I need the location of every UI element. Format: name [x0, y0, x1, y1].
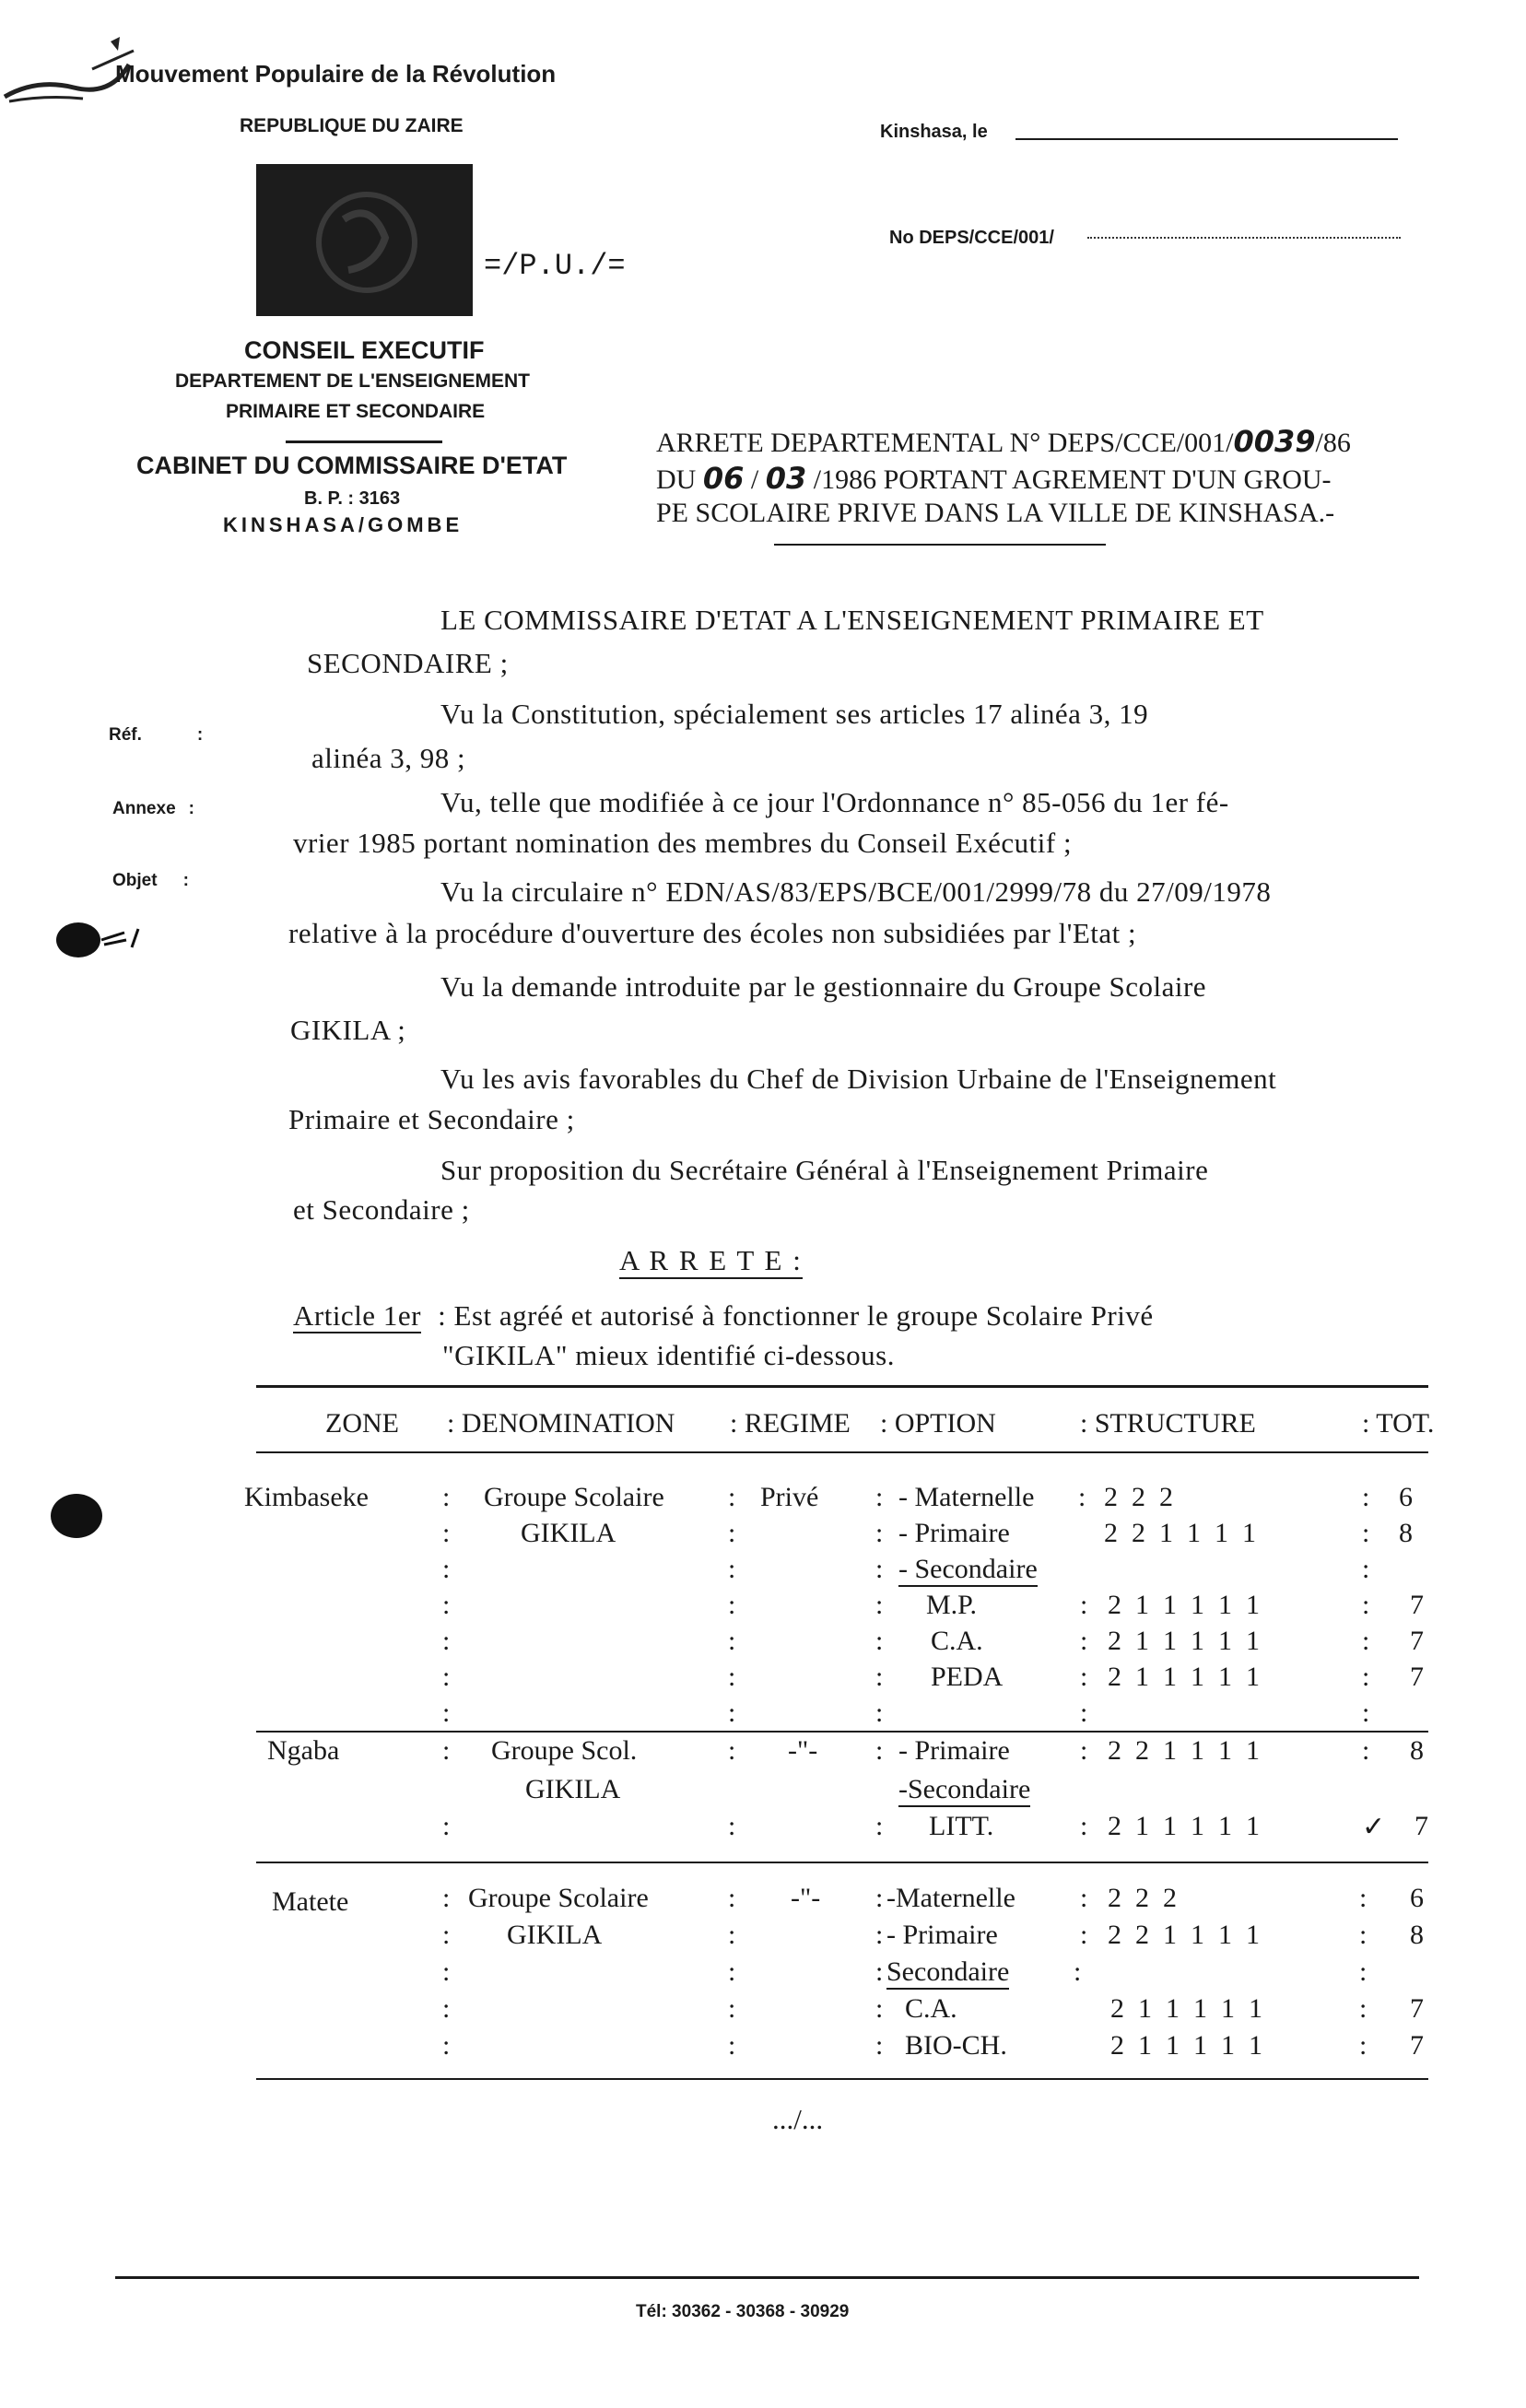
- total-cell: 6: [1399, 1482, 1413, 1512]
- zone-ngaba: Ngaba: [267, 1735, 340, 1766]
- preamble-7-line-2: et Secondaire ;: [293, 1193, 470, 1226]
- preamble-5-line-2: GIKILA ;: [290, 1014, 406, 1046]
- annex-label: Annexe :: [112, 799, 194, 818]
- denomination-kimbaseke-l2: GIKILA: [521, 1518, 616, 1548]
- table-header-rule: [256, 1451, 1428, 1453]
- ref-label: Réf. :: [109, 725, 204, 745]
- option-row: M.P.: [926, 1590, 978, 1620]
- cabinet-name: CABINET DU COMMISSAIRE D'ETAT: [136, 452, 568, 479]
- zone-matete: Matete: [272, 1886, 349, 1917]
- footer-rule: [115, 2276, 1419, 2279]
- structure-row: 2 1 1 1 1 1: [1108, 1811, 1260, 1841]
- reference-fill-line: [1087, 237, 1401, 239]
- structure-row: 2 1 1 1 1 1: [1110, 1993, 1262, 2024]
- council-name: CONSEIL EXECUTIF: [244, 336, 485, 364]
- city-name: KINSHASA/GOMBE: [223, 513, 464, 536]
- preamble-2-line-2: alinéa 3, 98 ;: [311, 742, 466, 774]
- header-zone: ZONE: [325, 1408, 399, 1439]
- option-row: - Primaire: [898, 1518, 1010, 1548]
- check-mark-icon: ✓: [1362, 1812, 1386, 1842]
- structure-row: 2 2 2: [1108, 1883, 1177, 1913]
- header-denomination: : DENOMINATION: [447, 1408, 675, 1439]
- header-regime: : REGIME: [730, 1408, 851, 1439]
- letterhead-divider: [286, 440, 442, 443]
- header-option: : OPTION: [880, 1408, 996, 1439]
- article-1-line-1: Article 1er : Est agréé et autorisé à fonctionner le groupe Scolaire Privé: [293, 1299, 1154, 1332]
- group-divider: [256, 1731, 1428, 1733]
- subject-label: Objet :: [112, 871, 189, 890]
- handwritten-decree-number: 0039: [1233, 424, 1316, 459]
- date-fill-line: [1015, 138, 1398, 140]
- article-1-line-2: "GIKILA" mieux identifié ci-dessous.: [442, 1339, 895, 1371]
- movement-name: Mouvement Populaire de la Révolution: [115, 60, 557, 88]
- preamble-1-line-2: SECONDAIRE ;: [307, 647, 509, 679]
- structure-row: 2 2 1 1 1 1: [1108, 1735, 1260, 1766]
- preamble-2-line-1: Vu la Constitution, spécialement ses articles 17 alinéa 3, 19: [440, 698, 1149, 730]
- handwritten-month: 03: [765, 461, 807, 496]
- table-top-rule: [256, 1385, 1428, 1388]
- denomination-matete-l2: GIKILA: [507, 1920, 603, 1950]
- total-cell: 7: [1410, 1993, 1424, 2024]
- total-cell: 8: [1410, 1920, 1424, 1950]
- option-row: - Primaire: [898, 1735, 1010, 1766]
- structure-row: 2 2 1 1 1 1: [1104, 1518, 1256, 1548]
- handwritten-day: 06: [702, 461, 745, 496]
- total-cell: 7: [1410, 2030, 1424, 2061]
- total-cell: 6: [1410, 1883, 1424, 1913]
- po-box: B. P. : 3163: [304, 488, 401, 509]
- ink-blot-mark: [51, 912, 152, 968]
- structure-row: 2 2 1 1 1 1: [1108, 1920, 1260, 1950]
- preamble-5-line-1: Vu la demande introduite par le gestionnaire du Groupe Scolaire: [440, 970, 1207, 1003]
- ink-blot-mark-2: [44, 1488, 118, 1544]
- total-cell: 8: [1410, 1735, 1424, 1766]
- option-row: -Maternelle: [886, 1883, 1015, 1913]
- preamble-6-line-2: Primaire et Secondaire ;: [288, 1103, 575, 1135]
- arrete-heading: A R R E T E :: [619, 1244, 803, 1279]
- republic-name: REPUBLIQUE DU ZAIRE: [240, 115, 464, 136]
- emblem-caption: =/P.U./=: [484, 249, 626, 283]
- total-cell: 8: [1399, 1518, 1413, 1548]
- structure-row: 2 1 1 1 1 1: [1110, 2030, 1262, 2061]
- structure-row: 2 1 1 1 1 1: [1108, 1662, 1260, 1692]
- total-cell: 7: [1414, 1811, 1428, 1841]
- denomination-ngaba-l2: GIKILA: [525, 1774, 621, 1804]
- regime-matete: -"-: [791, 1883, 821, 1913]
- option-row: - Maternelle: [898, 1482, 1035, 1512]
- table-bottom-rule: [256, 2078, 1428, 2080]
- decree-title-line-2: DU 06 / 03 /1986 PORTANT AGREMENT D'UN GROU-: [656, 461, 1332, 496]
- total-cell: 7: [1410, 1626, 1424, 1656]
- option-row: - Primaire: [886, 1920, 998, 1950]
- reference-number-label: No DEPS/CCE/001/: [889, 228, 1054, 248]
- department-line-1: DEPARTEMENT DE L'ENSEIGNEMENT: [175, 370, 530, 392]
- option-row: Secondaire: [886, 1956, 1009, 1990]
- title-underline: [774, 544, 1106, 546]
- preamble-4-line-1: Vu la circulaire n° EDN/AS/83/EPS/BCE/001/2999/78 du 27/09/1978: [440, 875, 1272, 908]
- regime-kimbaseke: Privé: [760, 1482, 819, 1512]
- structure-row: 2 2 2: [1104, 1482, 1173, 1512]
- department-line-2: PRIMAIRE ET SECONDAIRE: [226, 401, 486, 422]
- denomination-kimbaseke-l1: Groupe Scolaire: [484, 1482, 664, 1512]
- preamble-7-line-1: Sur proposition du Secrétaire Général à l'Enseignement Primaire: [440, 1154, 1209, 1186]
- header-structure: : STRUCTURE: [1080, 1408, 1256, 1439]
- preamble-4-line-2: relative à la procédure d'ouverture des écoles non subsidiées par l'Etat ;: [288, 917, 1137, 949]
- decree-title-line-3: PE SCOLAIRE PRIVE DANS LA VILLE DE KINSHASA.-: [656, 498, 1335, 528]
- continuation-mark: .../...: [772, 2103, 824, 2135]
- regime-ngaba: -"-: [788, 1735, 818, 1766]
- preamble-1-line-1: LE COMMISSAIRE D'ETAT A L'ENSEIGNEMENT PRIMAIRE ET: [440, 604, 1264, 636]
- structure-row: 2 1 1 1 1 1: [1108, 1626, 1260, 1656]
- option-row: C.A.: [931, 1626, 983, 1656]
- option-row: -Secondaire: [898, 1774, 1030, 1807]
- total-cell: 7: [1410, 1590, 1424, 1620]
- preamble-3-line-1: Vu, telle que modifiée à ce jour l'Ordonnance n° 85-056 du 1er fé-: [440, 786, 1229, 818]
- structure-row: 2 1 1 1 1 1: [1108, 1590, 1260, 1620]
- preamble-3-line-2: vrier 1985 portant nomination des membres du Conseil Exécutif ;: [293, 827, 1073, 859]
- option-row: BIO-CH.: [905, 2030, 1007, 2061]
- total-cell: 7: [1410, 1662, 1424, 1692]
- emblem-icon: [256, 164, 473, 316]
- denomination-matete-l1: Groupe Scolaire: [468, 1883, 649, 1913]
- national-emblem: [256, 164, 473, 316]
- preamble-6-line-1: Vu les avis favorables du Chef de Division Urbaine de l'Enseignement: [440, 1063, 1277, 1095]
- group-divider: [256, 1862, 1428, 1863]
- option-row: C.A.: [905, 1993, 957, 2024]
- place-date-label: Kinshasa, le: [880, 122, 988, 142]
- option-row: - Secondaire: [898, 1554, 1038, 1587]
- article-1-label: Article 1er: [293, 1299, 421, 1332]
- decree-title-line-1: ARRETE DEPARTEMENTAL N° DEPS/CCE/001/0039/86: [656, 424, 1351, 459]
- header-tot: : TOT.: [1362, 1408, 1435, 1439]
- option-row: PEDA: [931, 1662, 1004, 1692]
- denomination-ngaba-l1: Groupe Scol.: [491, 1735, 638, 1766]
- footer-telephone: Tél: 30362 - 30368 - 30929: [636, 2302, 850, 2321]
- option-row: LITT.: [929, 1811, 994, 1841]
- zone-kimbaseke: Kimbaseke: [244, 1482, 369, 1512]
